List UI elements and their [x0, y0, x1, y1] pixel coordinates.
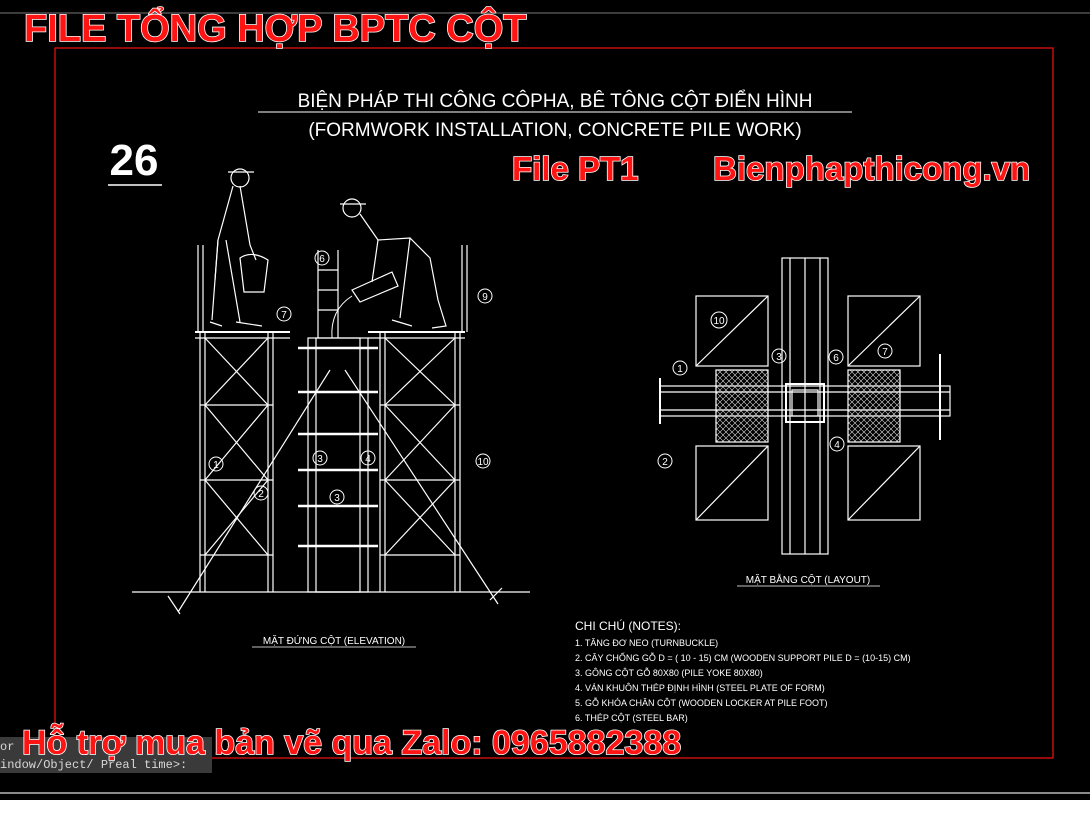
- sheet-number: 26: [109, 136, 159, 185]
- svg-text:7: 7: [281, 310, 287, 321]
- svg-text:3: 3: [776, 352, 782, 363]
- layout-label: MẶT BẰNG CỘT (LAYOUT): [745, 575, 871, 586]
- svg-text:6: 6: [319, 254, 325, 265]
- status-bar-divider: [0, 792, 1090, 794]
- notes-list: [575, 638, 911, 723]
- note-item: 5. GỖ KHÓA CHÂN CỘT (WOODEN LOCKER AT PILE FOOT): [575, 698, 828, 708]
- status-bar: [0, 800, 1090, 822]
- svg-text:9: 9: [482, 292, 488, 303]
- layout-view: [660, 258, 950, 554]
- elevation-label: MẶT ĐỨNG CỘT (ELEVATION): [262, 636, 406, 647]
- svg-text:4: 4: [365, 454, 371, 465]
- command-prompt-line[interactable]: indow/Object/ Preal time>:: [0, 758, 188, 772]
- drawing-title-en: (FORMWORK INSTALLATION, CONCRETE PILE WORK): [308, 120, 802, 141]
- svg-text:7: 7: [882, 347, 888, 358]
- svg-text:6: 6: [833, 353, 839, 364]
- elevation-view: [132, 169, 530, 614]
- svg-text:10: 10: [713, 316, 725, 327]
- drawing-title-vi: BIỆN PHÁP THI CÔNG CÔPHA, BÊ TÔNG CỘT ĐIỂN HÌNH: [297, 91, 813, 112]
- banner-top-title: FILE TỔNG HỢP BPTC CỘT: [24, 8, 527, 50]
- svg-text:4: 4: [834, 440, 840, 451]
- svg-text:3: 3: [334, 493, 340, 504]
- command-history-line: or: [0, 740, 15, 754]
- notes-title: CHI CHÚ (NOTES):: [575, 619, 681, 633]
- note-item: 1. TĂNG ĐƠ NEO (TURNBUCKLE): [575, 638, 719, 648]
- note-item: 6. THÉP CỘT (STEEL BAR): [575, 713, 688, 723]
- svg-text:10: 10: [477, 457, 489, 468]
- svg-text:2: 2: [662, 457, 668, 468]
- note-item: 3. GÔNG CỘT GỖ 80X80 (PILE YOKE 80X80): [575, 668, 763, 678]
- banner-zalo-support: Hỗ trợ mua bản vẽ qua Zalo: 0965882388: [22, 724, 682, 762]
- note-item: 4. VÁN KHUÔN THÉP ĐỊNH HÌNH (STEEL PLATE OF FORM): [575, 683, 825, 693]
- note-item: 2. CÂY CHỐNG GỖ D = ( 10 - 15) CM (WOODEN SUPPORT PILE D = (10-15) CM): [575, 653, 911, 663]
- svg-text:1: 1: [213, 460, 219, 471]
- banner-website: Bienphapthicong.vn: [713, 150, 1031, 187]
- svg-text:1: 1: [677, 364, 683, 375]
- svg-text:2: 2: [258, 489, 264, 500]
- svg-text:3: 3: [317, 454, 323, 465]
- banner-file-name: File PT1: [512, 150, 639, 187]
